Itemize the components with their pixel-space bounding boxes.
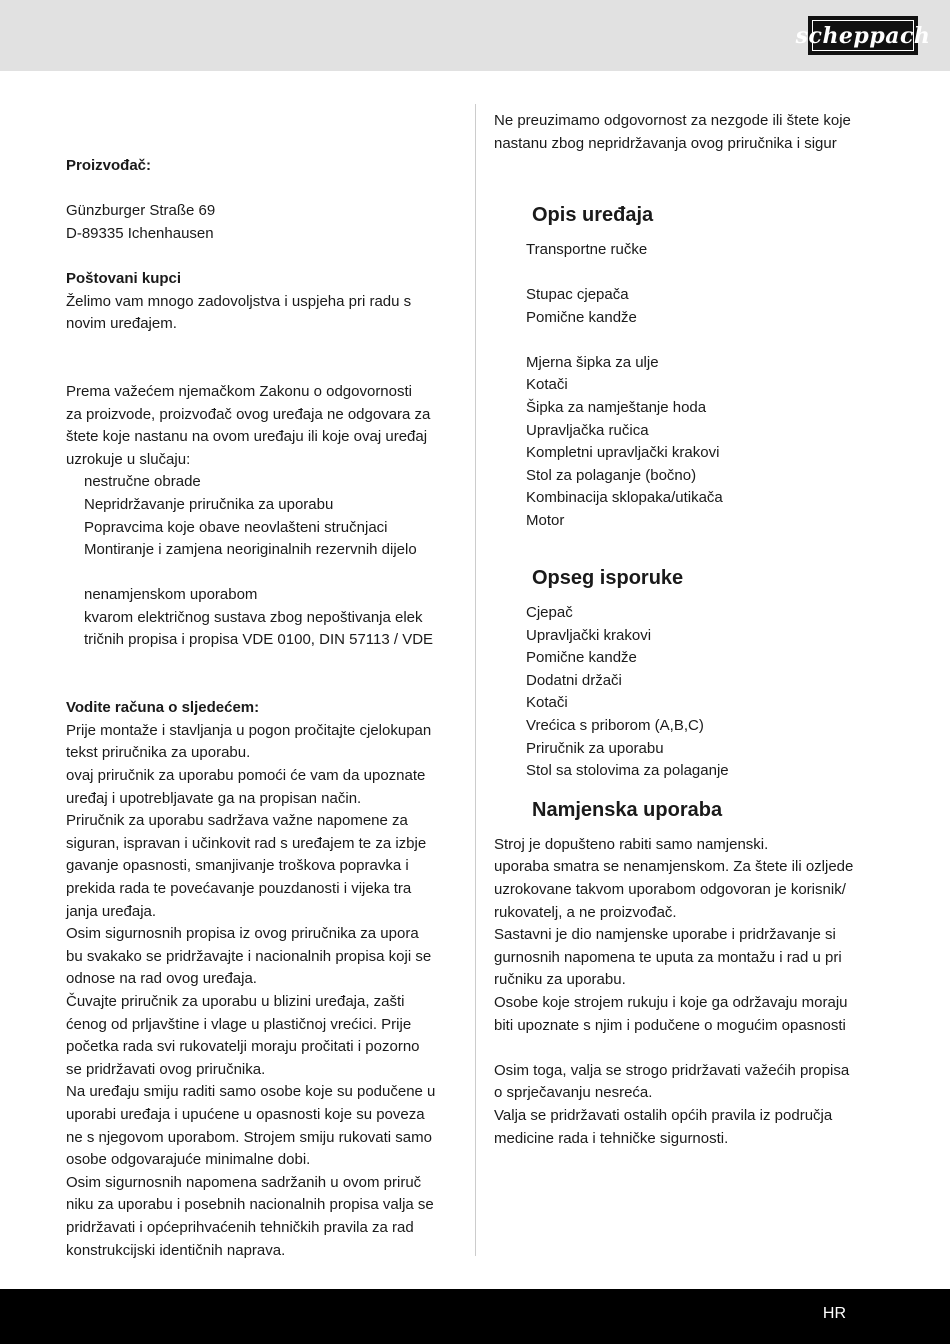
list-item: Stol sa stolovima za polaganje xyxy=(526,762,729,780)
page-header xyxy=(0,0,950,71)
liability-cases-b xyxy=(66,584,456,652)
list-item: Mjerna šipka za ulje xyxy=(526,353,659,371)
list-item: Vrećica s priborom (A,B,C) xyxy=(526,717,704,735)
manufacturer-heading: Proizvođač: xyxy=(66,157,152,174)
notice-text xyxy=(66,720,456,1262)
safety-rules-text xyxy=(494,1060,885,1150)
right-column xyxy=(494,110,885,1150)
text-line: Čuvajte priručnik za uporabu u blizini uređaja, zašti xyxy=(66,992,405,1010)
intended-use-text xyxy=(494,834,885,1037)
text-line: Sastavni je dio namjenske uporabe i pridržavanje si xyxy=(494,926,836,944)
text-line: gavanje opasnosti, smanjivanje troškova popravka i xyxy=(66,857,409,875)
text-line: o sprječavanju nesreća. xyxy=(494,1084,653,1102)
text-line: početka rada svi rukovatelji moraju pročitati i pozorno xyxy=(66,1038,420,1056)
intended-use-heading: Namjenska uporaba xyxy=(532,798,723,821)
page-footer xyxy=(0,1289,950,1344)
list-item: Dodatni držači xyxy=(526,671,622,689)
list-item: Upravljačka ručica xyxy=(526,421,649,439)
text-line: Osobe koje strojem rukuju i koje ga održavaju moraju xyxy=(494,994,848,1011)
text-line: uporabi uređaja i upućene u opasnosti koje su poveza xyxy=(66,1105,425,1123)
language-code: HR xyxy=(822,1305,846,1322)
text-line: Stroj je dopušteno rabiti samo namjenski. xyxy=(494,835,769,853)
text-line: Želimo vam mnogo zadovoljstva i uspjeha pri radu s xyxy=(66,292,412,310)
column-divider xyxy=(475,104,476,1256)
address-line: Günzburger Straße 69 xyxy=(66,202,216,220)
list-item: Kompletni upravljački krakovi xyxy=(526,444,720,462)
scope-list xyxy=(494,602,885,783)
text-line: Valja se pridržavati ostalih općih pravila iz područja xyxy=(494,1106,833,1124)
text-line: ćenog od prljavštine i vlage u plastičnoj vrećici. Prije xyxy=(66,1015,412,1033)
greeting-text xyxy=(66,291,456,336)
text-line: Prije montaže i stavljanja u pogon pročitajte cjelokupan xyxy=(66,721,432,739)
text-line: osobe odgovarajuće minimalne dobi. xyxy=(66,1151,311,1169)
notice-heading: Vodite računa o sljedećem: xyxy=(66,699,260,717)
disclaimer-text xyxy=(494,110,885,155)
list-item: Cjepač xyxy=(526,604,573,622)
list-item: Upravljački krakovi xyxy=(526,626,652,644)
text-line: siguran, ispravan i učinkovit rad s uređajem te za izbje xyxy=(66,834,427,852)
text-line: medicine rada i tehničke sigurnosti. xyxy=(494,1129,729,1147)
list-item: Motor xyxy=(526,511,565,529)
greeting-heading: Poštovani kupci xyxy=(66,269,182,287)
list-item: Montiranje i zamjena neoriginalnih rezervnih dijelo xyxy=(84,541,417,559)
text-line: ovaj priručnik za uporabu pomoći će vam da upoznate xyxy=(66,767,426,785)
list-item: tričnih propisa i propisa VDE 0100, DIN 57113 / VDE xyxy=(84,631,434,649)
list-item: Kotači xyxy=(526,376,568,394)
text-line: rukovatelj, a ne proizvođač. xyxy=(494,903,677,921)
list-item: Stol za polaganje (bočno) xyxy=(526,466,697,484)
list-item: Kombinacija sklopaka/utikača xyxy=(526,489,723,507)
list-item: Stupac cjepača xyxy=(526,285,629,303)
text-line: gurnosnih napomena te uputa za montažu i rad u pri xyxy=(494,948,842,966)
text-line: ručniku za uporabu. xyxy=(494,971,626,989)
list-item: Nepridržavanje priručnika za uporabu xyxy=(84,495,334,513)
text-line: uzrokuje u slučaju: xyxy=(66,450,191,468)
list-item: Šipka za namještanje hoda xyxy=(526,398,707,416)
text-line: uzrokovane takvom uporabom odgovoran je korisnik/ xyxy=(494,881,846,899)
text-line: Prema važećem njemačkom Zakonu o odgovornosti xyxy=(66,382,412,400)
liability-text xyxy=(66,381,456,471)
text-line: biti upoznate s njim i podučene o mogućim opasnosti xyxy=(494,1016,846,1034)
description-heading: Opis uređaja xyxy=(532,203,654,226)
left-column xyxy=(66,155,456,1262)
list-item: Popravcima koje obave neovlašteni stručnjaci xyxy=(84,518,388,536)
text-line: niku za uporabu i posebnih nacionalnih propisa valja se xyxy=(66,1196,434,1214)
text-line: Osim sigurnosnih propisa iz ovog priručnika za upora xyxy=(66,925,419,943)
text-line: Priručnik za uporabu sadržava važne napomene za xyxy=(66,812,408,830)
list-item: Pomične kandže xyxy=(526,649,637,667)
scheppach-logo: scheppach xyxy=(808,16,918,55)
text-line: bu svakako se pridržavajte i nacionalnih propisa koji se xyxy=(66,947,432,965)
list-item: Transportne ručke xyxy=(526,240,648,258)
text-line: se pridržavati ovog priručnika. xyxy=(66,1060,266,1078)
text-line: tekst priručnika za uporabu. xyxy=(66,744,251,762)
address-line: D-89335 Ichenhausen xyxy=(66,224,214,242)
text-line: Osim toga, valja se strogo pridržavati važećih propisa xyxy=(494,1061,850,1079)
scope-heading: Opseg isporuke xyxy=(532,567,684,590)
text-line: konstrukcijski identičnih naprava. xyxy=(66,1241,286,1259)
list-item: Kotači xyxy=(526,694,568,712)
text-line: nastanu zbog nepridržavanja ovog priručnika i sigur xyxy=(494,134,837,152)
text-line: Ne preuzimamo odgovornost za nezgode ili štete koje xyxy=(494,112,851,129)
text-line: uređaj i upotrebljavate ga na propisan način. xyxy=(66,789,362,807)
liability-cases-a xyxy=(66,471,456,561)
list-item: kvarom električnog sustava zbog nepoštivanja elek xyxy=(84,608,423,626)
list-item: nenamjenskom uporabom xyxy=(84,586,258,604)
description-list xyxy=(494,239,885,533)
list-item: Priručnik za uporabu xyxy=(526,739,664,757)
text-line: za proizvode, proizvođač ovog uređaja ne odgovara za xyxy=(66,405,431,423)
text-line: novim uređajem. xyxy=(66,315,177,333)
text-line: ne s njegovom uporabom. Strojem smiju rukovati samo xyxy=(66,1128,432,1146)
text-line: janja uređaja. xyxy=(66,902,157,920)
text-line: Na uređaju smiju raditi samo osobe koje su podučene u xyxy=(66,1083,436,1101)
text-line: štete koje nastanu na ovom uređaju ili koje ovaj uređaj xyxy=(66,428,428,446)
list-item: Pomične kandže xyxy=(526,308,637,326)
text-line: odnose na rad ovog uređaja. xyxy=(66,970,257,988)
text-line: pridržavati i općeprihvaćenih tehničkih pravila za rad xyxy=(66,1218,414,1236)
text-line: uporaba smatra se nenamjenskom. Za štete ili ozljede xyxy=(494,858,854,876)
list-item: nestručne obrade xyxy=(84,473,201,491)
manufacturer-address xyxy=(66,200,456,245)
text-line: Osim sigurnosnih napomena sadržanih u ovom priruč xyxy=(66,1173,422,1191)
text-line: prekida rada te povećavanje pouzdanosti i vijeka tra xyxy=(66,880,412,897)
